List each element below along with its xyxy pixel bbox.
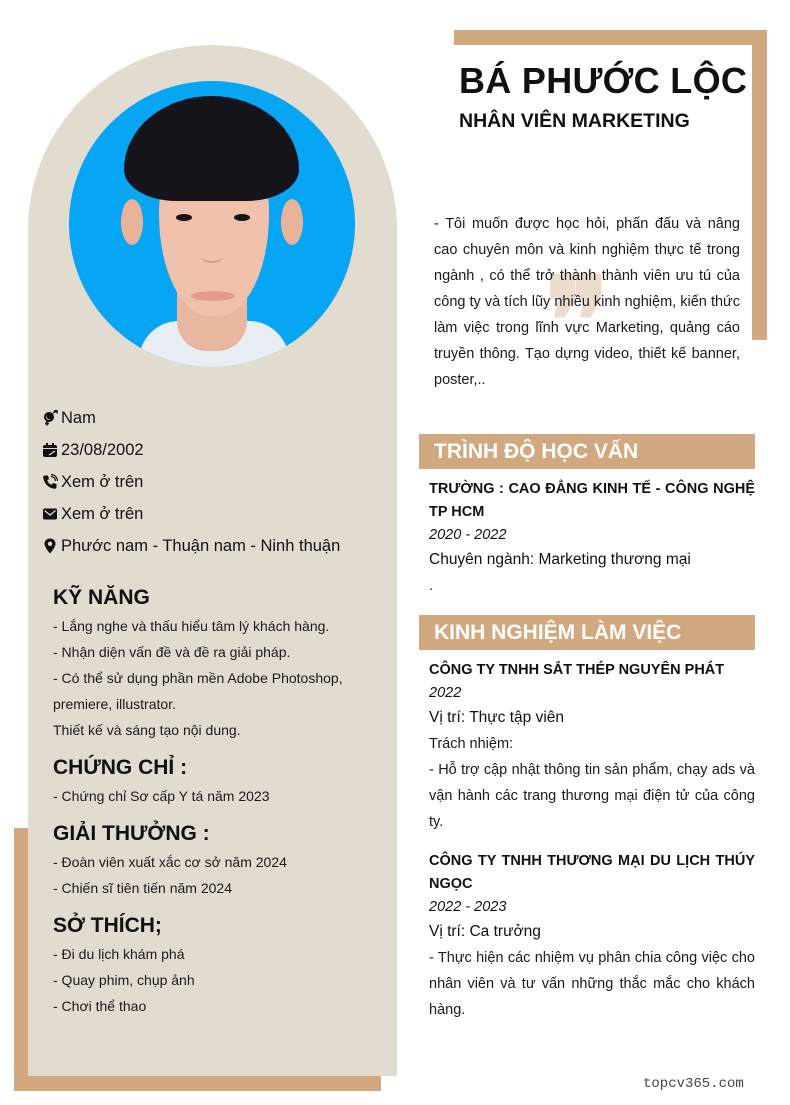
contact-phone: Xem ở trên xyxy=(40,466,390,498)
profile-photo xyxy=(69,81,355,367)
certificates-title: CHỨNG CHỈ : xyxy=(53,756,188,779)
gender-icon xyxy=(40,408,60,428)
award-item: - Chiến sĩ tiên tiến năm 2024 xyxy=(53,880,232,896)
skill-item: - Nhận diện vấn đề và đề ra giải pháp. xyxy=(53,644,291,660)
education-entry xyxy=(429,478,755,599)
job-position: Vị trí: Ca trưởng xyxy=(429,923,541,940)
contact-email: Xem ở trên xyxy=(40,498,390,530)
skill-item: Thiết kế và sáng tạo nội dung. xyxy=(53,722,241,738)
education-note: . xyxy=(429,578,434,594)
job-description: - Thực hiện các nhiệm vụ phân chia công việc cho nhân viên và tư vấn những thắc mắc cho khách hàng. xyxy=(429,950,755,1018)
skill-item: - Có thể sử dụng phần mền Adobe Photoshop, xyxy=(53,670,343,686)
education-major: Chuyên ngành: Marketing thương mại xyxy=(429,551,691,568)
skill-item: premiere, illustrator. xyxy=(53,696,176,712)
contact-gender: Nam xyxy=(40,402,390,434)
hobby-item: - Đi du lịch khám phá xyxy=(53,946,185,962)
skills-title: KỸ NĂNG xyxy=(53,586,150,609)
email-icon xyxy=(40,504,60,524)
quote-icon: ❞ xyxy=(545,251,610,392)
responsibility-label: Trách nhiệm: xyxy=(429,736,514,752)
certificate-item: - Chứng chỉ Sơ cấp Y tá năm 2023 xyxy=(53,788,270,804)
hobbies-section xyxy=(53,911,383,1019)
contact-birthday: 23/08/2002 xyxy=(40,434,390,466)
hobbies-title: SỞ THÍCH; xyxy=(53,914,162,937)
career-objective: - Tôi muốn được học hỏi, phấn đấu và nâng cao chuyên môn và kinh nghiệm thực tế trong ngành , có thể trở thành thành viên ưu tú của công ty và tích lũy nhiều kinh nghiệm, kiến thức làm việc trong lĩnh vực Marketing, quảng cáo truyền thông. Tạo dựng video, thiết kế banner, poster,.. xyxy=(434,216,740,388)
job-period: 2022 - 2023 xyxy=(429,899,507,915)
experience-entry xyxy=(429,850,755,1023)
candidate-name: BÁ PHƯỚC LỘC xyxy=(459,60,748,101)
school-name: TRƯỜNG : CAO ĐẲNG KINH TẾ - CÔNG NGHỆ TP HCM xyxy=(429,481,755,520)
job-description: - Hỗ trợ cập nhật thông tin sản phẩm, chạy ads và vận hành các trang thương mại điện tử của công ty. xyxy=(429,762,755,830)
experience-header: KINH NGHIỆM LÀM VIỆC xyxy=(419,615,755,650)
award-item: - Đoàn viên xuất xắc cơ sở năm 2024 xyxy=(53,854,287,870)
name-frame-top-bar xyxy=(454,30,767,45)
job-position: Vị trí: Thực tập viên xyxy=(429,709,565,726)
calendar-icon xyxy=(40,440,60,460)
awards-title: GIẢI THƯỞNG : xyxy=(53,822,210,845)
job-period: 2022 xyxy=(429,685,462,701)
education-period: 2020 - 2022 xyxy=(429,527,507,543)
hobby-item: - Chơi thể thao xyxy=(53,998,147,1014)
company-name: CÔNG TY TNHH THƯƠNG MẠI DU LỊCH THÚY NGỌC xyxy=(429,853,755,892)
contact-info xyxy=(40,402,390,562)
skills-section xyxy=(53,583,383,743)
hobby-item: - Quay phim, chụp ảnh xyxy=(53,972,195,988)
skill-item: - Lắng nghe và thấu hiểu tâm lý khách hàng. xyxy=(53,618,330,634)
awards-section xyxy=(53,819,383,901)
name-frame-right-bar xyxy=(752,30,767,340)
certificates-section xyxy=(53,753,383,809)
experience-entry xyxy=(429,659,755,835)
education-header: TRÌNH ĐỘ HỌC VẤN xyxy=(419,434,755,469)
job-title: NHÂN VIÊN MARKETING xyxy=(459,110,690,132)
watermark: topcv365.com xyxy=(643,1076,744,1092)
company-name: CÔNG TY TNHH SẮT THÉP NGUYÊN PHÁT xyxy=(429,662,725,678)
contact-address: Phước nam - Thuận nam - Ninh thuận xyxy=(40,530,390,562)
phone-icon xyxy=(40,472,60,492)
location-icon xyxy=(40,536,60,556)
left-sections xyxy=(53,583,383,1019)
